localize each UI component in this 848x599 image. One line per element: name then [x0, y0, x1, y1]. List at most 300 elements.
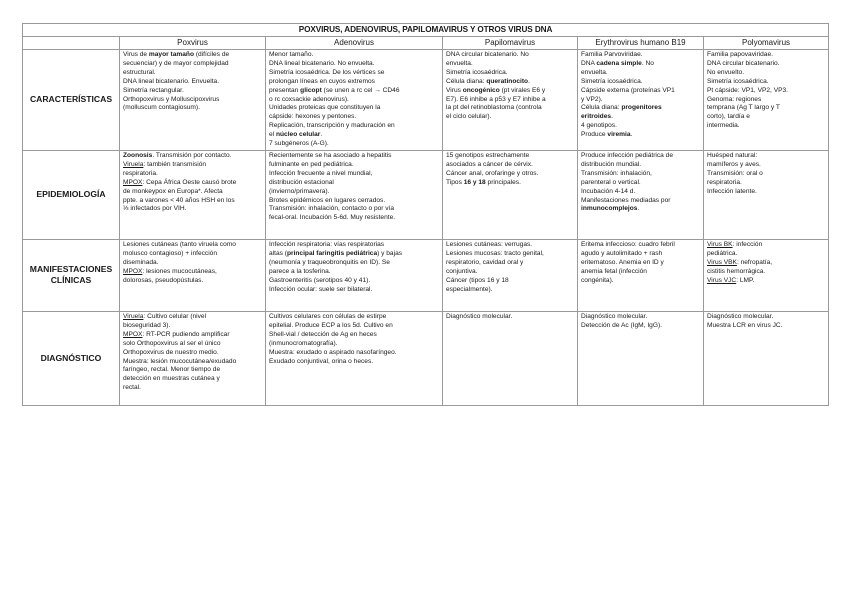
underlined-text: MPOX: [123, 330, 143, 338]
cell-line: [707, 104, 825, 113]
cell-line: [581, 241, 700, 250]
text-segment: cápside: hexones y pentones.: [269, 113, 357, 121]
bold-text: oncogénico: [462, 86, 500, 94]
cell-line: [123, 170, 262, 179]
row-header-epidemiologia: EPIDEMIOLOGÍA: [23, 150, 120, 239]
cell-line: [446, 152, 574, 161]
text-segment: : Cultivo celular (nivel: [143, 312, 207, 320]
text-segment: Lesiones cutáneas: verrugas.: [446, 240, 533, 248]
text-segment: secuenciar) y de mayor complejidad: [123, 59, 229, 67]
text-segment: Muestra: lesión mucocutánea/exudado: [123, 357, 237, 365]
text-segment: ppte. a varones < 40 años HSH en los: [123, 196, 235, 204]
text-segment: 7 subgéneros (A-G).: [269, 140, 329, 148]
title-row: [23, 24, 829, 37]
text-segment: Infección latente.: [707, 187, 757, 195]
row-manifestaciones-clinicas: [23, 239, 829, 311]
text-segment: Unidades proteicas que constituyen la: [269, 104, 381, 112]
cell-line: [123, 104, 262, 113]
text-segment: : nefropatía,: [736, 258, 773, 266]
cell-line: [269, 349, 439, 358]
underlined-text: Virus VJC: [707, 276, 737, 284]
cell-line: [581, 161, 700, 170]
column-header-row: [23, 37, 829, 50]
cell-line: [707, 60, 825, 69]
cell-line: [269, 104, 439, 113]
cell-line: [269, 87, 439, 96]
text-segment: Infección respiratoria: vías respiratorias: [269, 240, 385, 248]
text-segment: respiratoria.: [123, 169, 158, 177]
cell-line: [269, 331, 439, 340]
text-segment: DNA circular bicatenario.: [707, 59, 780, 67]
cell-line: [123, 366, 262, 375]
cell-manifestaciones-clinicas-poxvirus: [120, 239, 266, 311]
cell-line: [581, 250, 700, 259]
text-segment: rectal.: [123, 384, 141, 392]
bold-text: 16 y 18: [463, 178, 486, 186]
cell-epidemiologia-poxvirus: [120, 150, 266, 239]
text-segment: Brotes epidémicos en lugares cerrados.: [269, 196, 386, 204]
text-segment: Transmisión: inhalación, contacto o por vía: [269, 205, 395, 213]
cell-line: [123, 161, 262, 170]
text-segment: detección en muestras cutánea y: [123, 375, 220, 383]
underlined-text: Virus BK: [707, 240, 733, 248]
cell-line: [446, 250, 574, 259]
cell-line: [123, 179, 262, 188]
cell-epidemiologia-adenovirus: [266, 150, 443, 239]
text-segment: envuelta.: [446, 59, 473, 67]
text-segment: Virus: [446, 86, 463, 94]
text-segment: corto), tardía e: [707, 113, 750, 121]
text-segment: Replicación, transcripción y maduración en: [269, 122, 395, 130]
text-segment: Simetría rectangular.: [123, 86, 184, 94]
cell-line: [446, 87, 574, 96]
cell-line: [707, 322, 825, 331]
cell-line: [123, 96, 262, 105]
row-header-diagnostico: DIAGNÓSTICO: [23, 311, 120, 405]
cell-line: [581, 205, 700, 214]
cell-line: [269, 179, 439, 188]
cell-line: [581, 170, 700, 179]
row-diagnostico: [23, 311, 829, 405]
text-segment: ) y bajas: [377, 249, 403, 257]
row-caracteristicas: [23, 50, 829, 151]
column-header-poxvirus: Poxvirus: [120, 37, 266, 50]
cell-line: [446, 170, 574, 179]
cell-line: [269, 96, 439, 105]
text-segment: Menor tamaño.: [269, 51, 314, 58]
underlined-text: Viruela: [123, 160, 144, 168]
cell-line: [707, 161, 825, 170]
text-segment: Transmisión: inhalación,: [581, 169, 652, 177]
text-segment: (se unen a rc cel → CD46: [321, 86, 400, 94]
cell-line: [269, 113, 439, 122]
text-segment: (molluscum contagiosum).: [123, 104, 200, 112]
text-segment: Simetría icosaédrica.: [446, 68, 508, 76]
text-segment: No envuelto.: [707, 68, 745, 76]
cell-line: [123, 241, 262, 250]
text-segment: Simetría icosaédrica.: [581, 77, 643, 85]
cell-line: [707, 78, 825, 87]
text-segment: respiratorio, cavidad oral y: [446, 258, 524, 266]
cell-line: [707, 188, 825, 197]
text-segment: eritematoso. Anemia en ID y: [581, 258, 664, 266]
cell-line: [269, 122, 439, 131]
cell-line: [269, 286, 439, 295]
virus-comparison-table: [22, 23, 829, 406]
cell-line: [707, 122, 825, 131]
bold-text: queratinocito: [486, 77, 529, 85]
column-header-erythrovirus: Erythrovirus humano B19: [578, 37, 704, 50]
cell-line: [707, 241, 825, 250]
text-segment: : también transmisión: [143, 160, 207, 168]
text-segment: de monkeypox en Europa*. Afecta: [123, 187, 223, 195]
cell-line: [581, 131, 700, 140]
text-segment: Huésped natural:: [707, 151, 758, 159]
cell-line: [123, 60, 262, 69]
text-segment: .: [630, 131, 633, 139]
underlined-text: MPOX: [123, 267, 143, 275]
text-segment: (inmunocromatografía).: [269, 339, 338, 347]
cell-line: [581, 259, 700, 268]
cell-line: [269, 322, 439, 331]
text-segment: conjuntiva.: [446, 267, 478, 275]
text-segment: DNA circular bicatenario. No: [446, 51, 529, 58]
cell-diagnostico-papilomavirus: [443, 311, 578, 405]
text-segment: y VP2).: [581, 95, 603, 103]
cell-line: [446, 241, 574, 250]
text-segment: estructural.: [123, 68, 156, 76]
text-segment: DNA lineal bicatenario. Envuelta.: [123, 77, 220, 85]
cell-diagnostico-polyomavirus: [704, 311, 829, 405]
text-segment: 15 genotipos estrechamente: [446, 151, 530, 159]
text-segment: Diagnóstico molecular.: [581, 312, 648, 320]
bold-text: mayor tamaño: [148, 51, 194, 58]
text-segment: fulminante en ped pediátrica.: [269, 160, 354, 168]
text-segment: Cáncer anal, orofaringe y otros.: [446, 169, 539, 177]
cell-line: [123, 322, 262, 331]
cell-line: [123, 340, 262, 349]
cell-line: [269, 60, 439, 69]
cell-caracteristicas-adenovirus: [266, 50, 443, 151]
cell-line: [581, 69, 700, 78]
text-segment: distribución mundial.: [581, 160, 642, 168]
text-segment: intermedia.: [707, 122, 740, 130]
text-segment: parenteral o vertical.: [581, 178, 641, 186]
text-segment: .: [528, 77, 530, 85]
cell-line: [123, 152, 262, 161]
text-segment: o rc coxsackie adenovirus).: [269, 95, 349, 103]
cell-line: [269, 250, 439, 259]
cell-line: [707, 96, 825, 105]
cell-line: [707, 69, 825, 78]
cell-line: [581, 277, 700, 286]
cell-manifestaciones-clinicas-papilomavirus: [443, 239, 578, 311]
text-segment: Simetría icosaédrica. De los vértices se: [269, 68, 385, 76]
cell-line: [446, 179, 574, 188]
text-segment: prolongan líneas en cuyos extremos: [269, 77, 375, 85]
cell-line: [269, 205, 439, 214]
cell-line: [269, 140, 439, 149]
cell-line: [707, 87, 825, 96]
text-segment: Cápside externa (proteínas VP1: [581, 86, 675, 94]
cell-line: [581, 313, 700, 322]
text-segment: Simetría icosaédrica.: [707, 77, 769, 85]
cell-line: [707, 113, 825, 122]
corner-cell: [23, 37, 120, 50]
text-segment: .: [320, 131, 323, 139]
text-segment: Eritema infeccioso: cuadro febril: [581, 240, 675, 248]
text-segment: Produce infección pediátrica de: [581, 151, 674, 159]
text-segment: principales.: [485, 178, 521, 186]
cell-line: [446, 313, 574, 322]
cell-line: [123, 250, 262, 259]
text-segment: Orthopoxvirus y Molluscipoxvirus: [123, 95, 220, 103]
text-segment: Cultivos celulares con células de estirpe: [269, 312, 387, 320]
cell-diagnostico-poxvirus: [120, 311, 266, 405]
bold-text: glicopt: [300, 86, 322, 94]
text-segment: distribución estacional: [269, 178, 334, 186]
cell-epidemiologia-polyomavirus: [704, 150, 829, 239]
cell-line: [269, 170, 439, 179]
bold-text: viremia: [607, 131, 631, 139]
cell-line: [581, 188, 700, 197]
cell-epidemiologia-papilomavirus: [443, 150, 578, 239]
text-segment: Lesiones mucosas: tracto genital,: [446, 249, 544, 257]
cell-line: [446, 268, 574, 277]
cell-line: [269, 259, 439, 268]
cell-line: [446, 277, 574, 286]
cell-line: [581, 104, 700, 113]
text-segment: Lesiones cutáneas (tanto viruela como: [123, 240, 236, 248]
text-segment: solo Orthopoxvirus al ser el único: [123, 339, 221, 347]
text-segment: Diagnóstico molecular.: [446, 312, 513, 320]
cell-line: [123, 268, 262, 277]
cell-line: [581, 197, 700, 206]
text-segment: Diagnóstico molecular.: [707, 312, 774, 320]
cell-line: [707, 170, 825, 179]
underlined-text: Viruela: [123, 312, 144, 320]
text-segment: Célula diana:: [446, 77, 487, 85]
cell-line: [269, 358, 439, 367]
cell-line: [446, 113, 574, 122]
cell-line: [581, 96, 700, 105]
bold-text: progenitores: [621, 104, 662, 112]
cell-line: [123, 69, 262, 78]
cell-line: [269, 51, 439, 60]
bold-text: principal faringitis pediátrica: [286, 249, 378, 257]
text-segment: epitelial. Produce ECP a los 5d. Cultivo en: [269, 321, 393, 329]
text-segment: DNA: [581, 59, 597, 67]
text-segment: (invierno/primavera).: [269, 187, 330, 195]
text-segment: el ciclo celular).: [446, 113, 492, 121]
text-segment: temprana (Ag T largo y T: [707, 104, 780, 112]
text-segment: Shell-vial / detección de Ag en heces: [269, 330, 377, 338]
text-segment: el: [269, 131, 276, 139]
bold-text: inmunocomplejos: [581, 205, 638, 213]
text-segment: Exudado conjuntival, orina o heces.: [269, 357, 374, 365]
text-segment: Infección ocular: suele ser bilateral.: [269, 285, 373, 293]
cell-line: [707, 51, 825, 60]
cell-line: [269, 131, 439, 140]
text-segment: . No: [641, 59, 654, 67]
text-segment: ⅓ infectados por VIH.: [123, 205, 187, 213]
text-segment: cistitis hemorrágica.: [707, 267, 766, 275]
cell-line: [707, 268, 825, 277]
cell-line: [581, 87, 700, 96]
cell-caracteristicas-papilomavirus: [443, 50, 578, 151]
cell-line: [269, 214, 439, 223]
text-segment: E7). E6 inhibe a p53 y E7 inhibe a: [446, 95, 546, 103]
text-segment: presentan: [269, 86, 301, 94]
table-body: [23, 50, 829, 406]
cell-line: [123, 384, 262, 393]
text-segment: .: [637, 205, 640, 213]
cell-line: [123, 375, 262, 384]
text-segment: Muestra: exudado o aspirado nasofaríngeo.: [269, 348, 397, 356]
text-segment: Célula diana:: [581, 104, 622, 112]
cell-line: [446, 60, 574, 69]
cell-line: [446, 51, 574, 60]
cell-line: [446, 96, 574, 105]
cell-line: [123, 87, 262, 96]
cell-line: [581, 113, 700, 122]
cell-caracteristicas-erythrovirus: [578, 50, 704, 151]
text-segment: . Transmisión por contacto.: [152, 151, 232, 159]
cell-line: [269, 78, 439, 87]
cell-line: [707, 259, 825, 268]
cell-line: [123, 197, 262, 206]
cell-line: [446, 259, 574, 268]
cell-manifestaciones-clinicas-polyomavirus: [704, 239, 829, 311]
cell-line: [123, 313, 262, 322]
text-segment: la pt del retinoblastoma (controla: [446, 104, 542, 112]
cell-line: [123, 259, 262, 268]
cell-manifestaciones-clinicas-erythrovirus: [578, 239, 704, 311]
cell-line: [123, 51, 262, 60]
cell-line: [581, 268, 700, 277]
text-segment: diseminada.: [123, 258, 159, 266]
cell-line: [269, 241, 439, 250]
text-segment: envuelta.: [581, 68, 608, 76]
text-segment: agudo y autolimitado + rash: [581, 249, 663, 257]
column-header-papilomavirus: Papilomavirus: [443, 37, 578, 50]
cell-line: [269, 268, 439, 277]
column-header-adenovirus: Adenovirus: [266, 37, 443, 50]
cell-line: [581, 51, 700, 60]
cell-caracteristicas-polyomavirus: [704, 50, 829, 151]
cell-line: [269, 152, 439, 161]
text-segment: Familia Parvoviridae.: [581, 51, 643, 58]
cell-line: [707, 152, 825, 161]
text-segment: parece a la tosferina.: [269, 267, 331, 275]
row-header-caracteristicas: CARACTERÍSTICAS: [23, 50, 120, 151]
text-segment: respiratoria.: [707, 178, 742, 186]
text-segment: : infección: [732, 240, 763, 248]
cell-caracteristicas-poxvirus: [120, 50, 266, 151]
cell-line: [269, 340, 439, 349]
text-segment: Pt cápside: VP1, VP2, VP3.: [707, 86, 789, 94]
cell-line: [123, 349, 262, 358]
cell-line: [581, 122, 700, 131]
text-segment: Recientemente se ha asociado a hepatitis: [269, 151, 392, 159]
text-segment: (difíciles de: [193, 51, 230, 58]
cell-line: [123, 78, 262, 87]
cell-line: [446, 104, 574, 113]
cell-line: [446, 161, 574, 170]
text-segment: dolorosas, pseudopústulas.: [123, 276, 204, 284]
text-segment: Familia papovaviridae.: [707, 51, 773, 58]
text-segment: Detección de Ac (IgM, IgG).: [581, 321, 662, 329]
text-segment: asociados a cáncer de cérvix.: [446, 160, 533, 168]
text-segment: Orthopoxvirus de nuestro medio.: [123, 348, 219, 356]
cell-line: [269, 277, 439, 286]
text-segment: .: [611, 113, 613, 121]
cell-line: [123, 205, 262, 214]
cell-diagnostico-adenovirus: [266, 311, 443, 405]
text-segment: especialmente).: [446, 285, 493, 293]
text-segment: altas (: [269, 249, 287, 257]
underlined-text: MPOX: [123, 178, 143, 186]
text-segment: DNA lineal bicatenario. No envuelta.: [269, 59, 375, 67]
cell-line: [269, 69, 439, 78]
cell-line: [707, 179, 825, 188]
underlined-text: Virus VBK: [707, 258, 737, 266]
text-segment: Infección frecuente a nivel mundial,: [269, 169, 373, 177]
cell-line: [269, 197, 439, 206]
cell-line: [123, 331, 262, 340]
table-title: POXVIRUS, ADENOVIRUS, PAPILOMAVIRUS Y OTROS VIRUS DNA: [23, 24, 829, 37]
text-segment: fecal-oral. Incubación 5-6d. Muy resistente.: [269, 214, 396, 222]
text-segment: (neumonía y traqueobronquitis en ID). Se: [269, 258, 390, 266]
cell-line: [123, 188, 262, 197]
row-epidemiologia: [23, 150, 829, 239]
cell-line: [446, 69, 574, 78]
row-header-manifestaciones-clinicas: MANIFESTACIONES CLÍNICAS: [23, 239, 120, 311]
text-segment: : lesiones mucocutáneas,: [142, 267, 217, 275]
cell-manifestaciones-clinicas-adenovirus: [266, 239, 443, 311]
cell-line: [707, 313, 825, 322]
text-segment: Cáncer (tipos 16 y 18: [446, 276, 509, 284]
text-segment: Genoma: regiones: [707, 95, 762, 103]
cell-line: [123, 358, 262, 367]
cell-line: [446, 78, 574, 87]
cell-line: [581, 78, 700, 87]
bold-text: núcleo celular: [275, 131, 321, 139]
text-segment: : RT-PCR pudiendo amplificar: [142, 330, 230, 338]
cell-line: [269, 188, 439, 197]
text-segment: Gastroenteritis (serotipos 40 y 41).: [269, 276, 371, 284]
text-segment: pediátrica.: [707, 249, 738, 257]
bold-text: cadena simple: [596, 59, 642, 67]
text-segment: Transmisión: oral o: [707, 169, 763, 177]
bold-text: eritroides: [581, 113, 612, 121]
text-segment: : LMP.: [736, 276, 755, 284]
text-segment: Incubación 4-14 d.: [581, 187, 636, 195]
text-segment: 4 genotipos.: [581, 122, 617, 130]
text-segment: Virus de: [123, 51, 149, 58]
cell-line: [707, 277, 825, 286]
text-segment: molusco contagioso) + infección: [123, 249, 218, 257]
cell-line: [446, 286, 574, 295]
cell-line: [269, 313, 439, 322]
cell-line: [269, 161, 439, 170]
cell-epidemiologia-erythrovirus: [578, 150, 704, 239]
bold-text: Zoonosis: [123, 151, 153, 159]
cell-line: [707, 250, 825, 259]
text-segment: Manifestaciones mediadas por: [581, 196, 671, 204]
cell-line: [581, 179, 700, 188]
text-segment: bioseguridad 3).: [123, 321, 171, 329]
